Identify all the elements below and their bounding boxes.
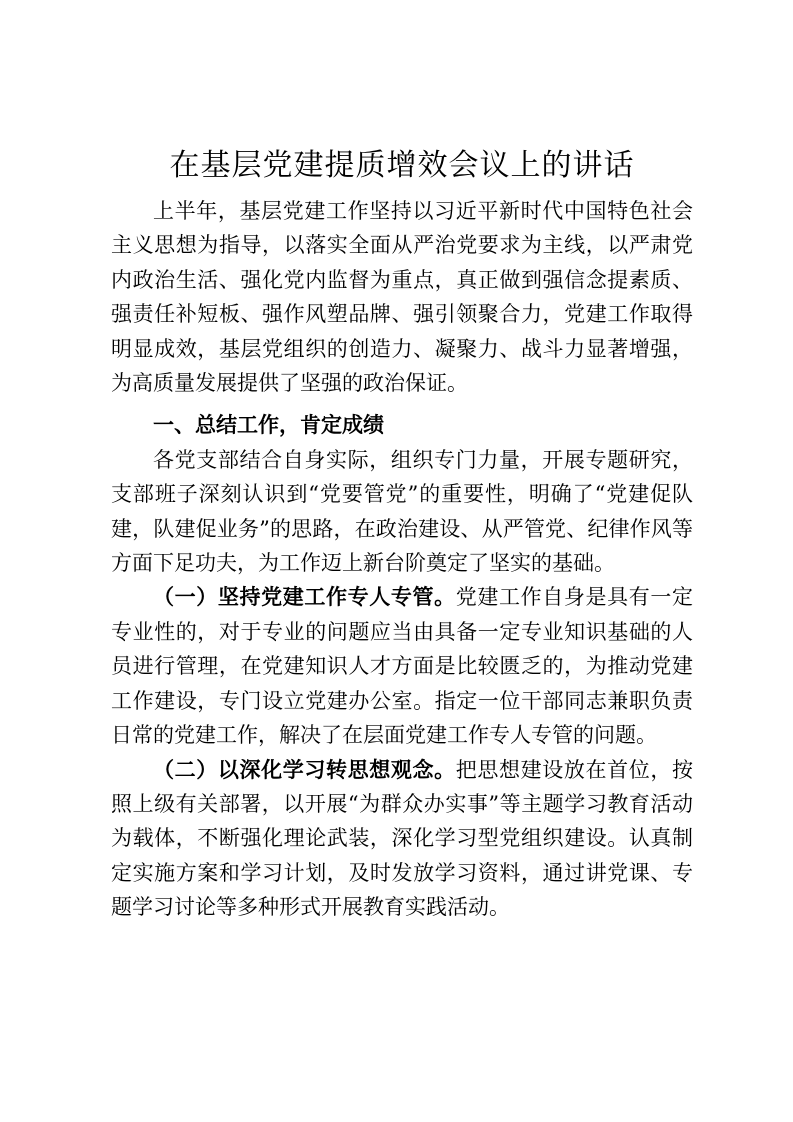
item-2-lead: （二）以深化学习转思想观念。 bbox=[153, 756, 456, 782]
item-1-paragraph bbox=[111, 580, 693, 752]
section-1-paragraph: 各党支部结合自身实际，组织专门力量，开展专题研究，支部班子深刻认识到“党要管党”的重要性，明确了“党建促队建，队建促业务”的思路，在政治建设、从严管党、纪律作风等方面下足功夫，为工作迈上新台阶奠定了坚实的基础。 bbox=[111, 447, 693, 576]
document-title: 在基层党建提质增效会议上的讲话 bbox=[169, 148, 635, 183]
document-page bbox=[111, 146, 693, 925]
item-2-body: 把思想建设放在首位，按照上级有关部署，以开展“为群众办实事”等主题学习教育活动为载体，不断强化理论武装，深化学习型党组织建设。认真制定实施方案和学习计划，及时发放学习资料，通过讲党课、专题学习讨论等多种形式开展教育实践活动。 bbox=[111, 757, 693, 920]
intro-paragraph: 上半年，基层党建工作坚持以习近平新时代中国特色社会主义思想为指导，以落实全面从严治党要求为主线，以严肃党内政治生活、强化党内监督为重点，真正做到强信念提素质、强责任补短板、强作风塑品牌、强引领聚合力，党建工作取得明显成效，基层党组织的创造力、凝聚力、战斗力显著增强，为高质量发展提供了坚强的政治保证。 bbox=[111, 199, 693, 396]
item-1-body: 党建工作自身是具有一定专业性的，对于专业的问题应当由具备一定专业知识基础的人员进行管理，在党建知识人才方面是比较匮乏的，为推动党建工作建设，专门设立党建办公室。指定一位干部同志兼职负责日常的党建工作，解决了在层面党建工作专人专管的问题。 bbox=[111, 585, 693, 748]
section-heading-1: 一、总结工作，肯定成绩 bbox=[153, 413, 384, 438]
item-1-lead: （一）坚持党建工作专人专管。 bbox=[153, 584, 456, 610]
item-2-paragraph bbox=[111, 753, 693, 925]
